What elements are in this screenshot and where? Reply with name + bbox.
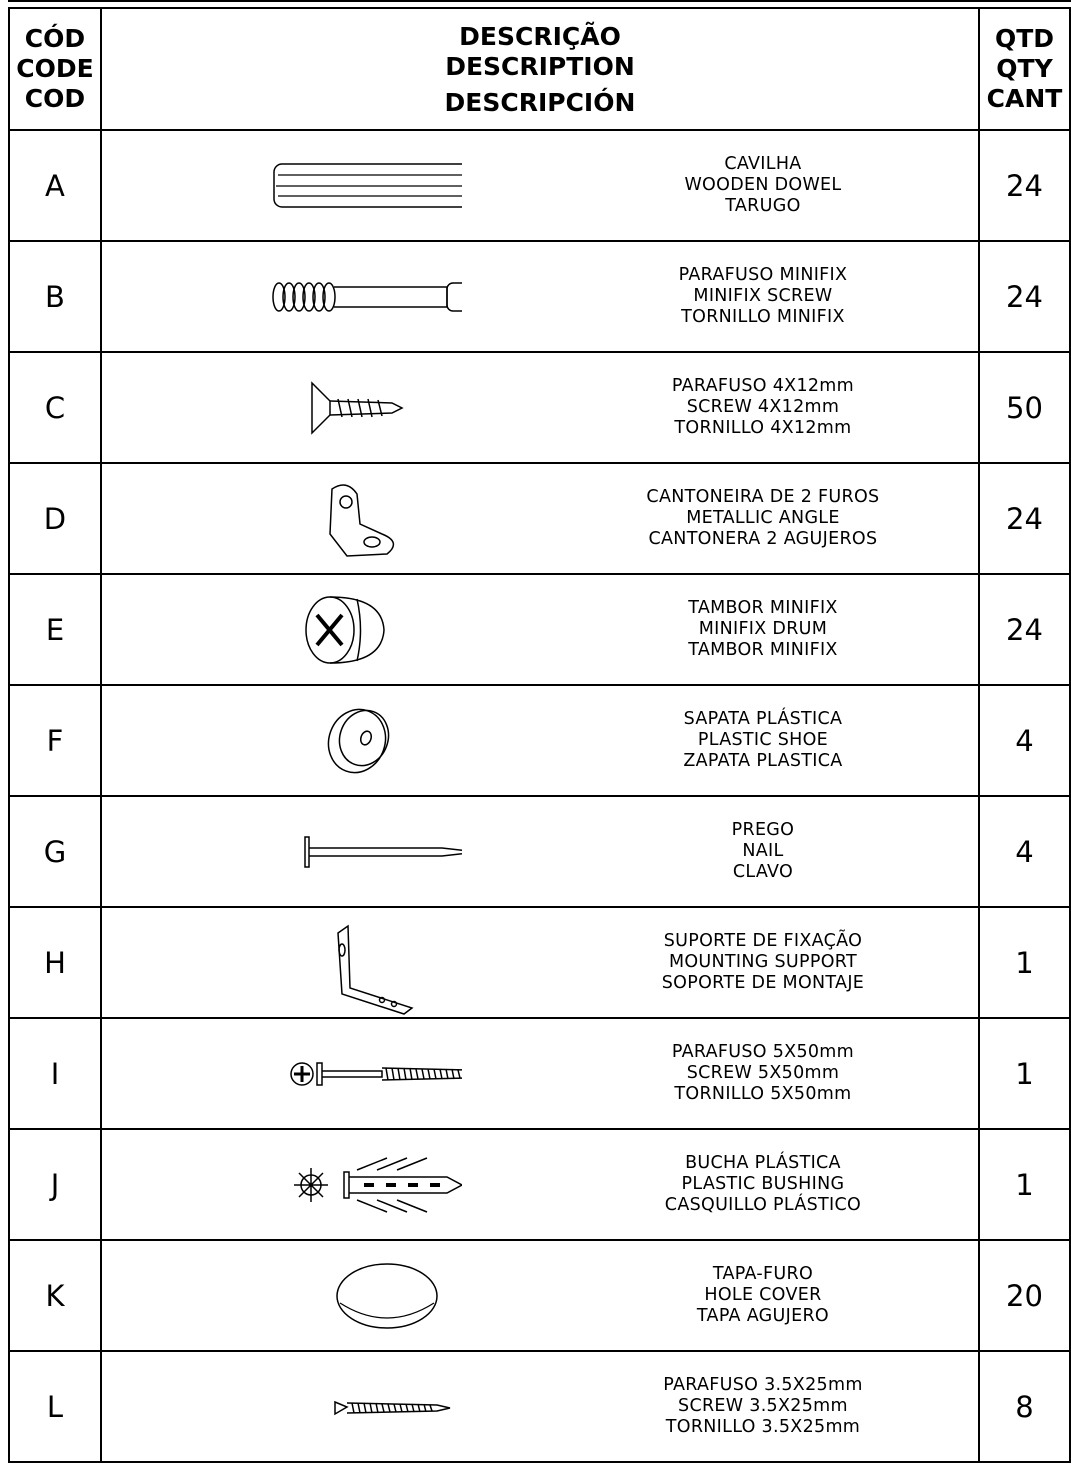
description-es: ZAPATA PLASTICA [683, 751, 843, 771]
description-text [568, 1019, 958, 1128]
table-row [9, 1240, 1070, 1351]
description-es: SOPORTE DE MONTAJE [661, 973, 865, 993]
part-description [101, 1018, 979, 1129]
description-pt: PARAFUSO MINIFIX [678, 265, 848, 285]
table-row [9, 463, 1070, 574]
part-description [101, 907, 979, 1018]
part-description [101, 130, 979, 241]
description-pt: SAPATA PLÁSTICA [683, 709, 843, 729]
part-description [101, 796, 979, 907]
table-row [9, 130, 1070, 241]
description-pt: PARAFUSO 3.5X25mm [663, 1375, 863, 1395]
part-quantity: 1 [979, 1018, 1070, 1129]
part-code: E [9, 574, 101, 685]
table-row [9, 574, 1070, 685]
part-code: C [9, 352, 101, 463]
part-quantity: 4 [979, 685, 1070, 796]
description-text [568, 1241, 958, 1350]
description-es: TARUGO [725, 196, 801, 216]
description-pt: CAVILHA [724, 154, 802, 174]
part-description [101, 1351, 979, 1462]
description-text [568, 242, 958, 351]
description-pt: PARAFUSO 5X50mm [671, 1042, 855, 1062]
description-pt: TAPA-FURO [712, 1264, 814, 1284]
part-description [101, 352, 979, 463]
small-screw-icon [102, 1352, 462, 1461]
minifix-drum-icon [102, 575, 462, 684]
table-row [9, 1351, 1070, 1462]
description-en: PLASTIC SHOE [697, 730, 829, 750]
part-code: H [9, 907, 101, 1018]
part-code: B [9, 241, 101, 352]
mounting-support-icon [102, 908, 462, 1017]
description-pt: CANTONEIRA DE 2 FUROS [646, 487, 880, 507]
description-text [568, 1352, 958, 1461]
description-es: CLAVO [732, 862, 794, 882]
description-es: CANTONERA 2 AGUJEROS [648, 529, 878, 549]
part-quantity: 50 [979, 352, 1070, 463]
table-row [9, 1018, 1070, 1129]
part-description [101, 574, 979, 685]
description-en: PLASTIC BUSHING [681, 1174, 845, 1194]
part-description [101, 1240, 979, 1351]
plastic-bushing-icon [102, 1130, 462, 1239]
description-es: TAPA AGUJERO [696, 1306, 829, 1326]
description-text [568, 464, 958, 573]
part-code: L [9, 1351, 101, 1462]
description-text [568, 1130, 958, 1239]
description-es: TORNILLO 4X12mm [674, 418, 852, 438]
part-description [101, 1129, 979, 1240]
description-en: METALLIC ANGLE [686, 508, 840, 528]
description-text [568, 353, 958, 462]
description-en: SCREW 5X50mm [686, 1063, 840, 1083]
part-code: G [9, 796, 101, 907]
part-code: F [9, 685, 101, 796]
description-text [568, 686, 958, 795]
description-es: TORNILLO 3.5X25mm [665, 1417, 861, 1437]
table-row [9, 352, 1070, 463]
description-en: MOUNTING SUPPORT [668, 952, 857, 972]
description-en: MINIFIX DRUM [698, 619, 828, 639]
description-pt: PREGO [731, 820, 795, 840]
part-description [101, 463, 979, 574]
description-text [568, 797, 958, 906]
table-row [9, 685, 1070, 796]
description-text [568, 908, 958, 1017]
plastic-shoe-icon [102, 686, 462, 795]
table-row [9, 1129, 1070, 1240]
header-code: CÓD CODE COD [9, 8, 101, 130]
screw-icon [102, 353, 462, 462]
part-quantity: 8 [979, 1351, 1070, 1462]
description-pt: BUCHA PLÁSTICA [685, 1153, 841, 1173]
part-quantity: 24 [979, 463, 1070, 574]
parts-table [8, 7, 1071, 1463]
description-es: TORNILLO MINIFIX [681, 307, 845, 327]
part-code: J [9, 1129, 101, 1240]
header-qty: QTD QTY CANT [979, 8, 1070, 130]
description-en: NAIL [742, 841, 784, 861]
part-quantity: 1 [979, 907, 1070, 1018]
part-code: K [9, 1240, 101, 1351]
description-pt: TAMBOR MINIFIX [688, 598, 838, 618]
part-description [101, 685, 979, 796]
description-es: TAMBOR MINIFIX [688, 640, 838, 660]
description-es: CASQUILLO PLÁSTICO [664, 1195, 862, 1215]
top-border [8, 0, 1071, 2]
description-en: MINIFIX SCREW [693, 286, 833, 306]
table-row [9, 907, 1070, 1018]
description-en: WOODEN DOWEL [684, 175, 842, 195]
description-es: TORNILLO 5X50mm [674, 1084, 852, 1104]
description-text [568, 575, 958, 684]
part-code: D [9, 463, 101, 574]
part-quantity: 4 [979, 796, 1070, 907]
wooden-dowel-icon [102, 131, 462, 240]
description-pt: SUPORTE DE FIXAÇÃO [663, 931, 863, 951]
table-row [9, 241, 1070, 352]
part-code: A [9, 130, 101, 241]
metallic-angle-icon [102, 464, 462, 573]
header-description: DESCRIÇÃO DESCRIPTION DESCRIPCIÓN [101, 8, 979, 130]
part-quantity: 24 [979, 130, 1070, 241]
description-text [568, 131, 958, 240]
part-quantity: 20 [979, 1240, 1070, 1351]
description-en: HOLE COVER [704, 1285, 822, 1305]
table-row [9, 796, 1070, 907]
description-pt: PARAFUSO 4X12mm [671, 376, 855, 396]
part-quantity: 1 [979, 1129, 1070, 1240]
description-en: SCREW 3.5X25mm [678, 1396, 848, 1416]
hole-cover-icon [102, 1241, 462, 1350]
minifix-screw-icon [102, 242, 462, 351]
part-code: I [9, 1018, 101, 1129]
part-description [101, 241, 979, 352]
part-quantity: 24 [979, 574, 1070, 685]
nail-icon [102, 797, 462, 906]
part-quantity: 24 [979, 241, 1070, 352]
description-en: SCREW 4X12mm [686, 397, 840, 417]
header-row [9, 8, 1070, 130]
long-screw-icon [102, 1019, 462, 1128]
